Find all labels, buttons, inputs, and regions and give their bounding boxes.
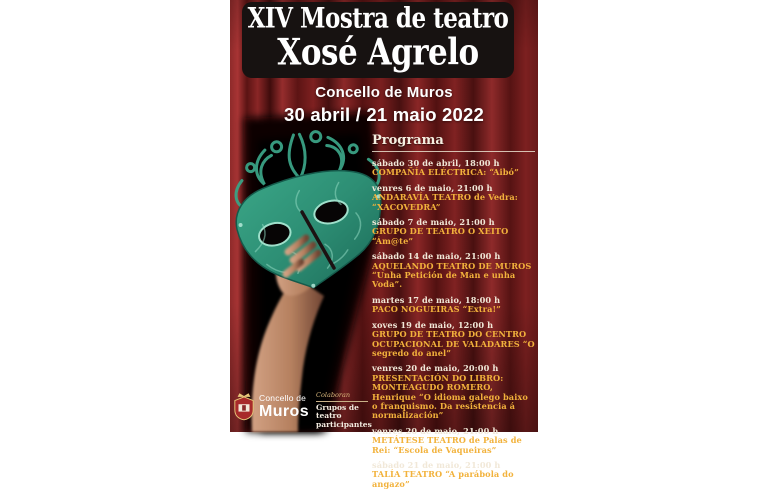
entry-event: COMPAÑÍA ELÉCTRICA: “Aibó” [372, 167, 519, 178]
entry-event: GRUPO DE TEATRO O XEITO “Ám@te” [372, 226, 509, 246]
entry-event: PRESENTACIÓN DO LIBRO: MONTEAGUDO ROMERO, Henrique “O idioma galego baixo o franquismo. Da resistencia á normalización” [372, 372, 528, 421]
program-section [372, 133, 535, 495]
entry-event: AQUELANDO TEATRO DE MUROS “Unha Petición de Man e unha Voda”. [372, 260, 532, 290]
entry-date: sábado 30 de abril, 18:00 h [372, 158, 500, 168]
program-entry [372, 427, 535, 455]
program-entry [372, 321, 535, 359]
entry-event: TALÍA TEATRO “A parábola do angazo” [372, 469, 514, 489]
entry-date: venres 20 de maio, 20:00 h [372, 363, 499, 374]
program-entry [372, 159, 535, 178]
entry-event: METÁTESE TEATRO de Palas de Rei: “Escola de Vaqueiras” [372, 435, 522, 455]
poster-title-line2: Xosé Agrelo [277, 31, 479, 74]
program-entry [372, 218, 535, 246]
program-heading: Programa [372, 133, 535, 152]
muros-logo-name: Muros [259, 402, 309, 420]
entry-date: martes 17 de maio, 18:00 h [372, 294, 501, 305]
festival-dates: 30 abril / 21 maio 2022 [284, 104, 484, 125]
program-entry [372, 252, 535, 290]
poster [230, 0, 538, 489]
muros-crest-icon [233, 393, 255, 421]
program-entry [372, 296, 535, 315]
organizer-name: Concello de Muros [315, 84, 453, 101]
entry-event: GRUPO DE TEATRO DO CENTRO OCUPACIONAL DE VALADARES “O segredo do anel” [372, 329, 535, 358]
entry-date: venres 6 de maio, 21:00 h [372, 182, 493, 193]
program-entry [372, 184, 535, 212]
muros-logo-top: Concello de [259, 393, 307, 404]
collab-text: Grupos de teatro participantes [316, 402, 372, 429]
muros-logo-text [259, 394, 309, 420]
program-entry [372, 364, 535, 420]
poster-title-box [242, 2, 514, 78]
poster-title-line1: XIV Mostra de teatro [247, 1, 509, 35]
poster-subhead [230, 84, 538, 126]
entry-event: ANDARAVÍA TEATRO de Vedra: “XACOVEDRA” [372, 192, 518, 212]
collab-label: Colaboran [316, 392, 368, 402]
collaborators [316, 385, 378, 429]
entry-date: xoves 19 de maio, 12:00 h [372, 319, 494, 330]
program-entry [372, 461, 535, 489]
entry-date: sábado 14 de maio, 21:00 h [372, 251, 501, 262]
entry-event: PACO NOGUEIRAS “Extra!” [372, 304, 501, 315]
entry-date: venres 20 de maio, 21:00 h [372, 425, 499, 436]
entry-date: sábado 7 de maio, 21:00 h [372, 217, 495, 228]
entry-date: sábado 21 de maio, 21:00 h [372, 459, 501, 470]
poster-footer [233, 385, 378, 429]
